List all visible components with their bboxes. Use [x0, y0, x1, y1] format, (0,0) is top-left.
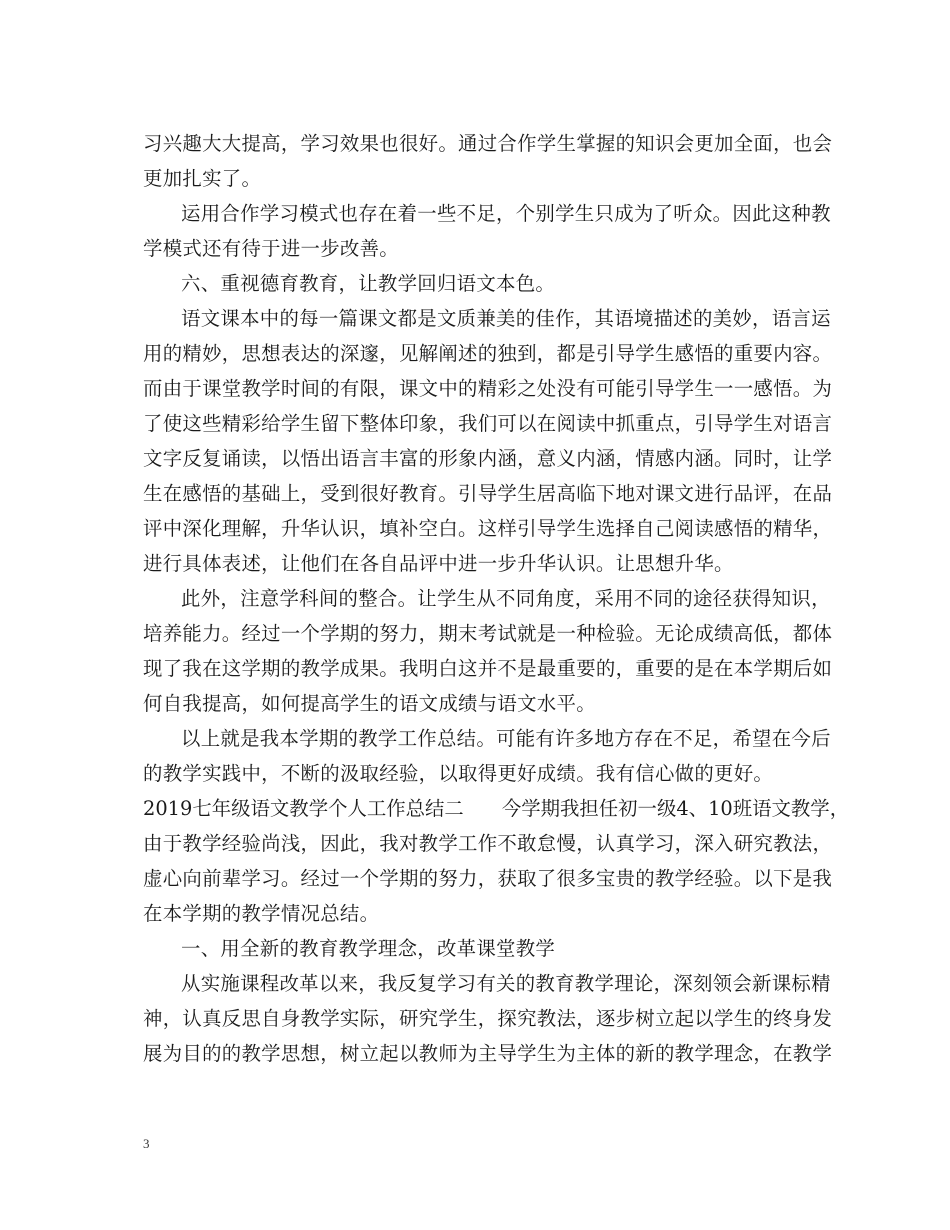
section-heading-new-teaching-concept: 一、用全新的教育教学理念，改革课堂教学: [181, 937, 556, 960]
page-number: 3: [143, 1136, 150, 1151]
document-body: [143, 126, 850, 1071]
text-line: 文字反复诵读，以悟出语言丰富的形象内涵，意义内涵，情感内涵。同时，让学: [143, 447, 833, 470]
summary-two-heading-line: [143, 791, 850, 826]
text-line: 神，认真反思自身教学实际，研究学生，探究教法，逐步树立起以学生的终身发: [143, 1007, 833, 1030]
section-heading-moral-education: 六、重视德育教育，让教学回归语文本色。: [181, 272, 556, 295]
text-line: 了使这些精彩给学生留下整体印象，我们可以在阅读中抓重点，引导学生对语言: [143, 412, 833, 435]
text-line: 培养能力。经过一个学期的努力，期末考试就是一种检验。无论成绩高低，都体: [143, 622, 833, 645]
text-line: 现了我在这学期的教学成果。我明白这并不是最重要的，重要的是在本学期后如: [143, 657, 833, 680]
text-line: 习兴趣大大提高，学习效果也很好。通过合作学生掌握的知识会更加全面，也会: [143, 132, 833, 155]
text-line: 在本学期的教学情况总结。: [143, 902, 380, 925]
text-line: 学模式还有待于进一步改善。: [143, 237, 399, 260]
paragraph-start: 从实施课程改革以来，我反复学习有关的教育教学理论，深刻领会新课标精: [181, 972, 831, 995]
text-line: 的教学实践中，不断的汲取经验，以取得更好成绩。我有信心做的更好。: [143, 762, 774, 785]
text-line: 用的精妙，思想表达的深邃，见解阐述的独到，都是引导学生感悟的重要内容。: [143, 342, 833, 365]
text-line: 更加扎实了。: [143, 167, 262, 190]
text-line: 进行具体表述，让他们在各自品评中进一步升华认识。让思想升华。: [143, 552, 734, 575]
summary-two-first-sentence: 今学期我担任初一级4、10班语文教学，: [501, 797, 850, 820]
text-line: 虚心向前辈学习。经过一个学期的努力，获取了很多宝贵的教学经验。以下是我: [143, 867, 833, 890]
paragraph-start: 语文课本中的每一篇课文都是文质兼美的佳作，其语境描述的美妙，语言运: [181, 307, 831, 330]
text-line: 由于教学经验尚浅，因此，我对教学工作不敢怠慢，认真学习，深入研究教法，: [143, 832, 833, 855]
paragraph-start: 运用合作学习模式也存在着一些不足，个别学生只成为了听众。因此这种教: [181, 202, 831, 225]
summary-two-heading: 2019七年级语文教学个人工作总结二: [143, 797, 464, 820]
text-line: 而由于课堂教学时间的有限，课文中的精彩之处没有可能引导学生一一感悟。为: [143, 377, 833, 400]
text-line: 何自我提高，如何提高学生的语文成绩与语文水平。: [143, 692, 596, 715]
text-line: 生在感悟的基础上，受到很好教育。引导学生居高临下地对课文进行品评，在品: [143, 482, 833, 505]
text-line: 展为目的的教学思想，树立起以教师为主导学生为主体的新的教学理念，在教学: [143, 1042, 833, 1065]
text-line: 评中深化理解，升华认识，填补空白。这样引导学生选择自己阅读感悟的精华，: [143, 517, 833, 540]
paragraph-start: 以上就是我本学期的教学工作总结。可能有许多地方存在不足，希望在今后: [181, 727, 831, 750]
paragraph-start: 此外，注意学科间的整合。让学生从不同角度，采用不同的途径获得知识，: [181, 587, 831, 610]
